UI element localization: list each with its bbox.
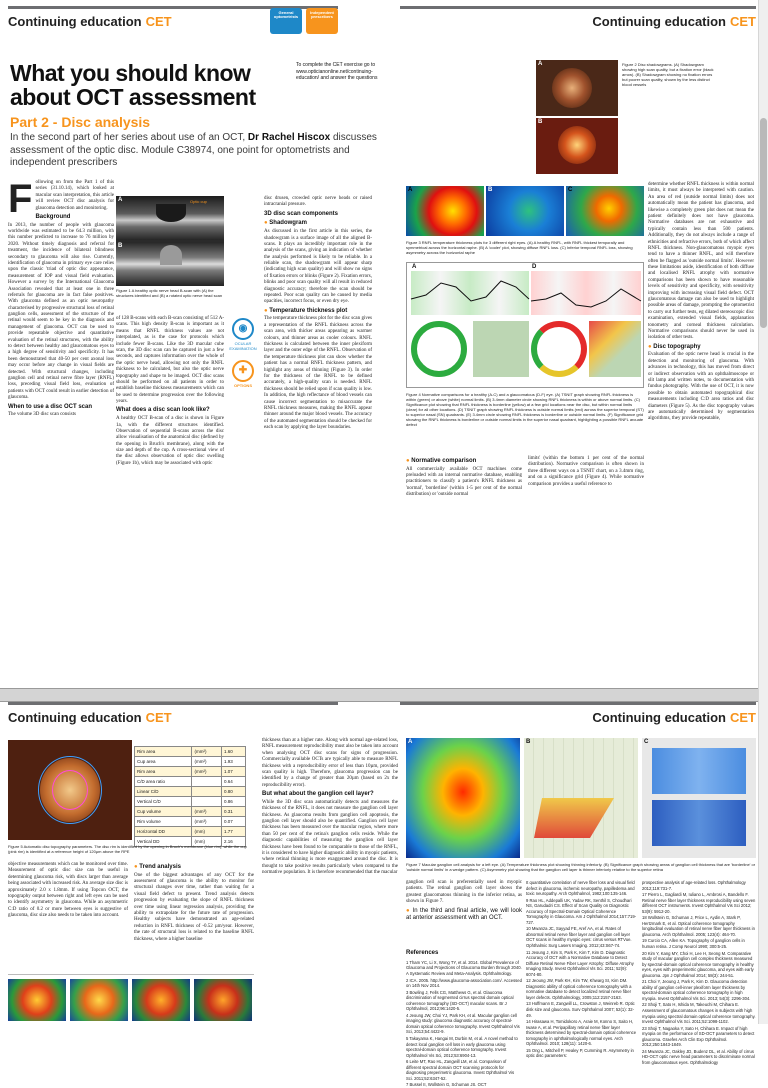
article-column-1: Following on from the Part 1 of this series (31.10.14), which looked at macular scan interpretation, this article will review OCT disc analysis for glaucoma detection and monitoring. Background In 2013, the number of people with glaucoma worldwide was estimated to be 64.3 million, with this number predicted to increase to 76 million by 2020. Without timely diagnosis and referral for treatment, the incidence of bilateral blindness secondary to glaucoma will also rise. Currently, identification of glaucoma in primary eye care relies upon the classic 'triad of optic disc appearance, measurement of IOP and visual field evaluation. However a survey by the International Glaucoma Association revealed that at least one in three referrals for glaucoma are in fact false positives. With glaucoma defined as an optic neuropathy characterised by progressive structural loss of retinal ganglion cells, assessment of the structure of the retinal would seem to be key in the diagnosis and management of glaucoma. OCT can be used to provide repeatable objective and quantitative evaluation of the retinal structures, with the ability to detect between healthy and glaucomatous eyes to a high degree of sensitivity and specificity. It has been demonstrated that 40-50 per cent axonal loss may occur before any change in visual fields are detected. With structural changes, including ganglion cell and retinal nerve fibre layer (RNFL) loss, preceding visual field loss, evaluation of patients with OCT could result in earlier detection of glaucoma. When to use a disc OCT scan The volume 3D disc scan consists [8,177,114,418]
reference-item: It quantitative correlation of nerve fiber loss and visual field defect in glaucoma, ischemic neuropathy, papilledema and toxic neuropathy. Arch Ophthalmol, 1982;100:135-146. [526,880,635,897]
figure-4-panel-a: A [412,264,417,270]
parameter-unit: (mm³) [192,807,222,817]
parameter-name: Rim area [135,767,192,777]
reference-item: 7 Bussel II, Wollstein G, Schuman JS. OCT [406,1082,487,1088]
parameter-name: Horizontal DD [135,827,192,837]
disc-parameters-table [134,746,246,847]
figure-1-pointer-label: Optic cup [190,199,207,204]
references-column-2 [526,880,638,1059]
reference-item: 4 Jeoung JW, Choi YJ, Park KH, et al. Macular ganglion cell imaging study: glaucoma diagnostic accuracy of spectral-domain optical coherence tomography. Invest Ophthalmol Vis Sci, 2013;54:4422-9. [406,1012,520,1035]
heading-disc-look: What does a disc scan look like? [116,407,210,414]
figure-3-plot-a [406,186,484,236]
header-label: Continuing education [592,14,726,29]
figure-1-caption: Figure 1 A healthy optic nerve head B-scan with (A) the structures identified and (B) a rotated optic nerve head scan [116,288,223,298]
page-2 [0,702,768,1088]
figure-2-shadowgram-a [536,60,618,116]
figure-7-ganglion-cell [406,738,756,858]
cet-instructions-text: To complete the CET exercise go to www.opticianonline.net/continuing-education/ and answer the questions [296,62,378,81]
reference-item: 10 Mwanza JC, Sayyad FE, Aref AA, et al. Rates of abnormal retinal nerve fiber layer and ganglion cell layer OCT scans in healthy myopic eyes: cirrus versus RTVue. Ophthalmic Surg Lasers Imaging. 2012;43:S67-74. [526,926,632,949]
parameter-value: 0.31 [222,807,246,817]
heading-disc-scan: When to use a disc OCT scan [8,403,93,410]
reference-item: 18 Wollstein G, Schuman J, Price L, Aydin A, Stark P, Hertzmark E, et al. Optical coherence tomography longitudinal evaluation of retinal nerve fiber layer thickness in glaucoma. Arch Ophthalmol. 2005; 123(4): 464-70. [642,915,755,937]
page2-column-1: objective measurements which can be monitored over time. Measurement of optic disc size can be useful in determining glaucoma risk, with discs larger than average being associated with increased risk. An average size disc is approximately 2.0 x 1.8mm. If using Topcon OCT, the topography output between right and left eyes can be used to identify asymmetry in glaucoma. While an asymmetric C:D ratio of 0.2 or more between eyes is suggestive of glaucoma, disc size also needs to be taken into account. [8,862,128,919]
parameter-unit: (mm²) [192,767,222,777]
parameter-unit: (mm) [192,837,222,847]
reference-item: 14 Hirasawa H, Tomidokoro A, Araie M, Konno S, Saito H, Iwase A, et al. Peripapillary retinal nerve fiber layer thickness determined by spectral-domain optical coherence tomography in ophthalmologically normal eyes. Arch Ophthalmol. 2010; 128(11): 1420-6. [526,1019,637,1047]
options-label: OPTIONS [233,382,252,388]
header-label: Continuing education [8,710,142,725]
reference-item: 12 Jeoung JW, Park KH, Kim TW, Khwarg SI, Kim DM. Diagnostic ability of optical coherence tomography with a normative database to detect localized retinal nerve fiber layer defects. Ophthalmology, 2005;112:2157-2163. [526,978,632,1000]
parameter-unit: (mm³) [192,817,222,827]
general-optometrists-badge: General optometrists [270,8,302,34]
article-column-2: of 128 B-scans with each B-scan consisting of 512 A-scans. This high density B-scan is important as it means that RNFL thickness values are not interpolated, as is the case for protocols which include fewer B-scans. Like the 3D macular cube scan, the 3D disc scan can be captured in just a few seconds, and captures information over the whole of the optic nerve head, allowing not only the RNFL thickness to be calculated, but also the optic nerve topography and shape to be imaged. OCT disc scans should be performed on all patients in order to establish baseline thickness measurements which can be used to determine progression over the following years. What does a disc scan look like? A healthy OCT B-scan of a disc is shown in Figure 1a, with the different structures identified. Observation of sequential B-scans across the disc allow visualisation of the anatomical disc (defined by the opening in Bruch's membrane), along with the size and depth of the cup. A cross-sectional view of the disc allows observation of optic disc swelling (Figure 1b), which may be associated with optic [116,316,224,466]
figure-3-plot-b [486,186,564,236]
header-accent: CET [145,710,172,725]
parameter-row [135,817,246,827]
reference-item: prospective analysis of age-related loss. Ophthalmology 2012;119:731-7. [642,880,746,891]
parameter-name: Linear C/D [135,787,192,797]
figure-7-thickness-plot: A [406,738,520,858]
parameter-row [135,827,246,837]
reference-item: 5 Takayama K, Hangai M, Durbin M, et al. A novel method to detect local ganglion cell loss in early glaucoma using spectral-domain optical coherence tomography. Invest Ophthalmol Vis Sci, 2012;53:6904-13. [406,1036,518,1058]
parameter-name: Cup volume [135,807,192,817]
figure-5-disc-topography [8,740,132,840]
author-name: Dr Rachel Hiscox [247,132,331,143]
heading-background: Background [35,213,71,220]
reference-item: 3 Bowling J, Fells CG, Matthews G, et al. Glaucoma discrimination of segmented cirrus spectral domain optical coherence tomography (SD-OCT) macular scans. Br J Ophthalmol, 2012;96:1420-5. [406,989,514,1012]
ocular-examination-icon: ◉ [232,318,254,340]
heading-references: References [406,950,439,956]
ocular-examination-label: OCULAR EXAMINATION [229,341,257,351]
parameter-value: 1.60 [222,747,246,757]
reference-item: 23 Shoji T, Nagaoka Y, Sato H, Chihara E. Impact of high myopia on the performance of SD-OCT parameters to detect glaucoma. Graefes Arch Clin Exp Ophthalmol. 2012;250:1843-1849. [642,1025,755,1048]
parameter-value: 0.07 [222,817,246,827]
reference-item: 20 Kim Y, Kang MY, Choi H, Lee H, Seong M. Comparative study of macular ganglion cell complex thickness measured by spectral-domain optical coherence tomography in healthy eyes, eyes with preperimetric glaucoma, and eyes with early glaucoma. Jpn J Ophthalmol 2014; 58(3): 244-51. [642,950,754,978]
header-label: Continuing education [8,14,142,29]
header-accent: CET [145,14,172,29]
heading-3d-components: 3D disc scan components [264,210,339,217]
options-icon: ✚ [232,360,254,382]
competency-sidebar [228,318,258,388]
parameter-row [135,747,246,757]
figure-7-asymmetry-plot: C [642,738,756,858]
article-column-4: ● Normative comparison All commercially available OCT machines come preloaded with an internal normative database, enabling practitioners to classify a patient's RNFL thickness as 'normal', 'borderline' (within 1-5 per cent of the normal distribution) or 'outside normal [406,458,522,498]
reference-item: 21 Choi Y, Jeoung J, Park K, Kim D. Glaucoma detection ability of ganglion cell-inner plexiform layer thickness by spectral-domain optical coherence tomography in high myopia. Invest Ophthalmol Vis Sci. 2013; 54(3): 2296-304. [642,979,751,1001]
reference-item: 17 Pierro L, Gagliardi M, Iuliano L, Ambrosi A, Bandello F. Retinal nerve fiber layer thickness reproducibility using seven different OCT instruments. Invest Ophthalmol Vis Sci 2012; 53(9): 5912-20. [642,892,756,914]
header-label: Continuing education [592,710,726,725]
parameter-unit [192,777,222,787]
vertical-scrollbar[interactable] [758,0,768,1024]
article-column-5: limits' (within the bottom 1 per cent of the normal distribution). Normative comparison is often shown in three different ways on a TSNIT chart, on a 3.4mm ring, and on a significance grid (Figure 4). While normative comparison provides a useful reference to [528,456,644,487]
figure-1-panel-b: B [118,243,123,249]
reference-item: 11 Jeoung J, Kim S, Park K, Kim T, Kim D. Diagnostic Accuracy of OCT with a Normative Database to Detect Diffuse Retinal Nerve Fiber Layer Atrophy: Diffuse Atrophy Imaging Study. Invest Ophthalmol Vis Sci. 2011; 52(9): 6074-80. [526,949,634,977]
figure-2-caption: Figure 2 Disc shadowgrams. (A) Shadowgram showing high scan quality, but a fixation error (black arrow). (B) Shadowgram showing no fixation errors but poorer scan quality, shown by the less distinct blood vessels [622,62,714,87]
standfirst: In the second part of her series about use of an OCT, Dr Rachel Hiscox discusses assessment of the optic disc. Module C38974, one point for optometrists and independent prescribers [10,132,377,168]
parameter-row [135,807,246,817]
reference-item: 15 Ong L, Mitchell P, Healey P, Cumming R. Asymmetry in optic disc parameters: [526,1047,634,1059]
parameter-row [135,757,246,767]
references-column-3 [642,880,756,1065]
parameter-row [135,767,246,777]
parameter-unit: (mm²) [192,757,222,767]
parameter-name: Rim area [135,747,192,757]
parameter-value: 1.77 [222,827,246,837]
figure-5-caption: Figure 5 Automatic disc topography parameters. The disc rim is identified by the opening in Bruch's membrane (blue rim), while the cup (pink rim) is identified at a reference height of 120µm above the RPE [8,844,247,854]
parameter-name: Vertical DD [135,837,192,847]
closing-note: In the third and final article, we will look at anterior assessment with an OCT. [406,907,523,922]
article-column-6: determine whether RNFL thickness is within normal limits, it must always be interpreted with caution. An area of red (outside normal limits) does not automatically mean the patient has glaucoma, and likewise a completely green plot does not mean the patient definitely does not have glaucoma. Normative databases are not exhaustive and typically contain less than 500 patients. Additionally, they do not always include a range of ethnicities and refractive errors, both of which affect RNFL thickness. Non-glaucomatous myopic eyes tend to have a thinner RNFL, and will therefore often be flagged as 'outside normal limits'. However these limitations aside, identification of both diffuse and localised RNFL atrophy with normative comparisons has been shown to have reasonable levels of sensitivity and specificity, with sensitivity improving with increasing visual field defect. OCT glaucomatous damage can also be used to highlight possible areas of damage, prompting the optometrist to carry out further tests, eg dilated stereoscopic disc examination, extended visual fields, applanation tonometry and corneal thickness calculation. Normative comparisons should never be used in isolation of other tests. ● Disc topography Evaluation of the optic nerve head is crucial in the detection and monitoring of glaucoma. With advances in technology, this has moved from direct or indirect observation with an ophthalmoscope or slit lamp and written notes, to documentation with fundus photography. With the use of OCT, it is now possible to obtain automated topographical disc measurements including C:D area ratios and disc diameters (Figure 5). As the disc topography values are automatically determined by segmentation algorithms, they provide repeatable, [648,182,754,422]
article-part: Part 2 - Disc analysis [10,114,151,130]
parameter-unit [192,787,222,797]
reference-item: 9 Rao HL, Addepalli UK, Yadav RK, Senthil S, Choudhari NS, Garudadri CS. Effect of Scan Quality on Diagnostic Accuracy of Spectral-Domain Optical Coherence Tomography in Glaucoma. Am J Ophthalmol 2014;157:719-727. [526,897,637,925]
figure-2-panel-b: B [538,119,543,125]
figure-3-plot-c [566,186,644,236]
reference-item: 19 Curcio CA, Allen KA. Topography of ganglion cells in human retina. J Comp Neurol 1990; 300:5-25. [642,938,745,950]
heading-normative: Normative comparison [411,458,477,464]
figure-3-panel-b: B [488,187,493,193]
parameter-name: Cup area [135,757,192,767]
reference-item: 13 Hoffmann E, Zangwill LL, Crowston J, Weinreb R. Optic disk size and glaucoma. Surv Ophthalmol 2007; 52(1): 32-49. [526,1001,635,1018]
continuing-education-header-right [400,702,756,730]
figure-1-panel-a: A [118,197,123,203]
parameter-name: Vertical C/D [135,797,192,807]
figure-3-caption: Figure 3 RNFL temperature thickness plots for 3 different right eyes. (A) A healthy RNFL, with RNFL thickest temporally and symmetrical across the horizontal raphe. (B) A 'cooler' plot, showing diffuse RNFL loss. (C) Inferior temporal RNFL loss, showing asymmetry across the horizontal raphe [406,240,633,255]
figure-4-ring-glaucoma [531,321,587,377]
reference-item: 22 Shoji T, Sato H, Ishida M, Takeuchi M, Chihara E. Assessment of glaucomatous changes in subjects with high myopia using spectral domain optical coherence tomography. Invest Ophthalmol Vis Sci. 2011;52:1098-1102. [642,1002,756,1025]
figure-7-significance-graph: B [524,738,638,858]
figure-4-tsnit-glaucoma [531,271,641,315]
parameter-row [135,777,246,787]
article-column-3: disc drusen, crowded optic nerve heads or raised intracranial pressure. 3D disc scan components ● Shadowgram As discussed in the first article in this series, the shadowgram is a surface image of all the aligned B-scans. It plays an incredibly important role in the analysis of the scans, giving an indication of whether the analysis performed is likely to be reliable. In a reliable scan, the shadowgram will appear sharp (indicating high scan quality) and will show no signs of fixation errors or blinks (Figure 2). Fixation errors, blinks and poor scan quality will all result in reduced diagnostic accuracy; therefore the scan should be repeated. Poor scan quality can be caused by media opacities, incorrect focus, or even dry eye. ● Temperature thickness plot The temperature thickness plot for the disc scan gives a representation of the RNFL thickness across the scan area, with thicker areas appearing as warmer colours, and thinner areas as cooler colours. RNFL thickness is calculated between the inner plexiform layer and the outer edge of the RNFL. Observation of the temperature thickness plot can show whether the patient has a normal RNFL thickness pattern, and highlight any areas of thinning (Figure 3). In order for the thickness of the RNFL to be defined accurately, a high-quality scan is needed. RNFL thickness should be relied upon if scan quality is low. In addition, the high reflectance of blood vessels can cause incorrect segmentation to misaccurate the RNFL thickness measures, making the RNFL appear thinner around the major blood vessels. The accuracy of the automated segmentation should be checked for each scan by applying the layer boundaries. [264,196,372,431]
page2-column-3: thickness than at a higher rate. Along with normal age-related loss, RNFL measurement reproducibility must also be taken into account when analysing OCT disc scans for signs of progression. Commercially available OCTs are typically able to measure RNFL thickness with a reproducibility error of less than 10µm, provided scan quality is high. Therefore, glaucoma progression can be identified by a change of greater than 20µm (based on 2x the reproducibility error). But what about the ganglion cell layer? While the 3D disc scan automatically detects and measures the thickness of the RNFL, it does not measure the ganglion cell layer thickness. As glaucoma results from ganglion cell apoptosis, the ganglion cell layer should also be quantified. Ganglion cell layer thickness has been measured over the macular region, where more than 50 per cent of the retina's ganglion cells reside. While the diagnostic capabilities of measuring the ganglion cell layer thickness have been found to be comparable to those of the RNFL, it is considered to have higher diagnostic ability in myopic patients, where retinal thinning is more exaggerated around the disc. It is thought to take positive results particularly when compared to the normative population. It is therefore recommended that the macular [262,738,398,876]
page2-column-2: ● Trend analysis One of the biggest advantages of any OCT for the assessment of glaucoma is the ability to monitor for structural changes over time, rather than waiting for a visual field defect to present. Trend analysis detects progression by evaluating the slope of RNFL thickness over time using linear regression analysis, providing the ability to extrapolate for the future rate of progression. Healthy subjects have demonstrated an age-related reduction in RNFL thickness of -0.52 µm/year. However, the rate of structural loss is related to the baseline RNFL thickness, where a higher baseline [134,864,254,942]
article-title: What you should know about OCT assessment [10,60,256,110]
reference-item: 24 Mwanza JC, Oakley JD, Budenz DL, et al. Ability of cirrus HD-OCT optic nerve head parameters to discriminate normal from glaucomatous eyes. Ophthalmology [642,1048,755,1065]
parameter-unit: (mm²) [192,747,222,757]
header-accent: CET [730,710,756,725]
parameter-row [135,787,246,797]
drop-cap: F [8,177,33,221]
independent-prescribers-badge: Independent prescribers [306,8,338,34]
header-accent: CET [730,14,756,29]
parameter-name: Rim volume [135,817,192,827]
figure-3-panel-c: C [568,187,573,193]
cet-instructions [296,62,388,82]
heading-trend: Trend analysis [139,864,181,870]
parameter-value: 1.93 [222,757,246,767]
heading-disc-topography: Disc topography [653,343,701,350]
figure-2-shadowgram-b [536,118,618,174]
figure-4-caption: Figure 4 Normative comparisons for a healthy (A-C) and a glaucomatous (D-F) eye. (A) TSNIT graph showing RNFL thickness is within (green) or above (white) normal limits. (B) 3.4mm diameter circle showing RNFL thickness is within or above normal limits. (C) Significance plot showing that RNFL thickness is borderline (yellow) at a few grid locations near the disc, but within normal limits (clear) for all other locations. (D) TSNIT graph showing RNFL thickness is outside normal limits (red) across the superior temporal (ST) to superior nasal (SN) quadrants. (E) 3.4mm circle showing RNFL thickness is borderline or outside normal limits. (F) Significance grid showing the RNFL thickness is borderline or outside normal limits in the superior nasal quadrant, highlighting a possible RNFL arcuate defect [406,392,644,427]
figure-4-ring-healthy [411,321,467,377]
scrollbar-thumb[interactable] [760,118,767,328]
heading-shadowgram: Shadowgram [269,220,307,227]
heading-ganglion-cell: But what about the ganglion cell layer? [262,791,374,798]
page-separator [0,688,768,702]
parameter-unit: (mm) [192,827,222,837]
reference-item: 6 Leite MT, Rao HL, Zangwill LM, et al. Comparison of different spectral domain OCT scanning protocols for diagnosing preperimetric glaucoma. Invest Ophthalmol Vis Sci. 2011;52:6347-52. [406,1059,515,1081]
continuing-education-header-left [8,702,338,730]
parameter-unit [192,797,222,807]
figure-1-bscan [116,196,224,286]
figure-4-normative [406,262,644,388]
figure-4-grid-glaucoma [589,321,641,377]
parameter-value: 0.86 [222,797,246,807]
figure-4-grid-healthy [473,321,529,377]
trend-analysis-figure [8,974,254,1022]
references-column-1 [406,950,522,1088]
page2-column-4: ganglion cell scan is preferentially used in myopic patients. The retinal ganglion cell layer shows the greatest glaucomatous thinning in the inferior retina, as shown in Figure 7. ● In the third and final article, we will look at anterior assessment with an OCT. [406,880,523,922]
figure-4-tsnit-healthy [411,271,529,315]
reference-item: 1 Tham YC, Li X, Wong TY, et al. 2014. Global Prevalence of Glaucoma and Projections of Glaucoma Burden through 2040. A Systematic Review and Meta-Analysis. Ophthalmology. [406,959,522,976]
parameter-value: 0.80 [222,787,246,797]
parameter-value: 0.64 [222,777,246,787]
parameter-name: C/D area ratio [135,777,192,787]
heading-temperature-plot: Temperature thickness plot [269,307,348,314]
figure-3-panel-a: A [408,187,413,193]
parameter-value: 1.07 [222,767,246,777]
reference-item: 2 ICA. 2005. http://www.glaucoma-association.com/. Accessed on 14th Nov 2014. [406,977,522,989]
figure-4-panel-d: D [532,264,537,270]
continuing-education-header-right [400,6,756,34]
parameter-row [135,797,246,807]
figure-2-panel-a: A [538,61,543,67]
figure-7-caption: Figure 7 Macular ganglion cell analysis for a left eye. (A) Temperature thickness plot showing thinning inferiorly. (B) Significance graph showing areas of ganglion cell thickness that are 'borderline' or 'outside normal limits' in a wedge pattern. (C) Asymmetry plot showing that the ganglion cell layer is thinner inferiorly relative to the superior retina [406,862,756,872]
parameter-value: 2.16 [222,837,246,847]
